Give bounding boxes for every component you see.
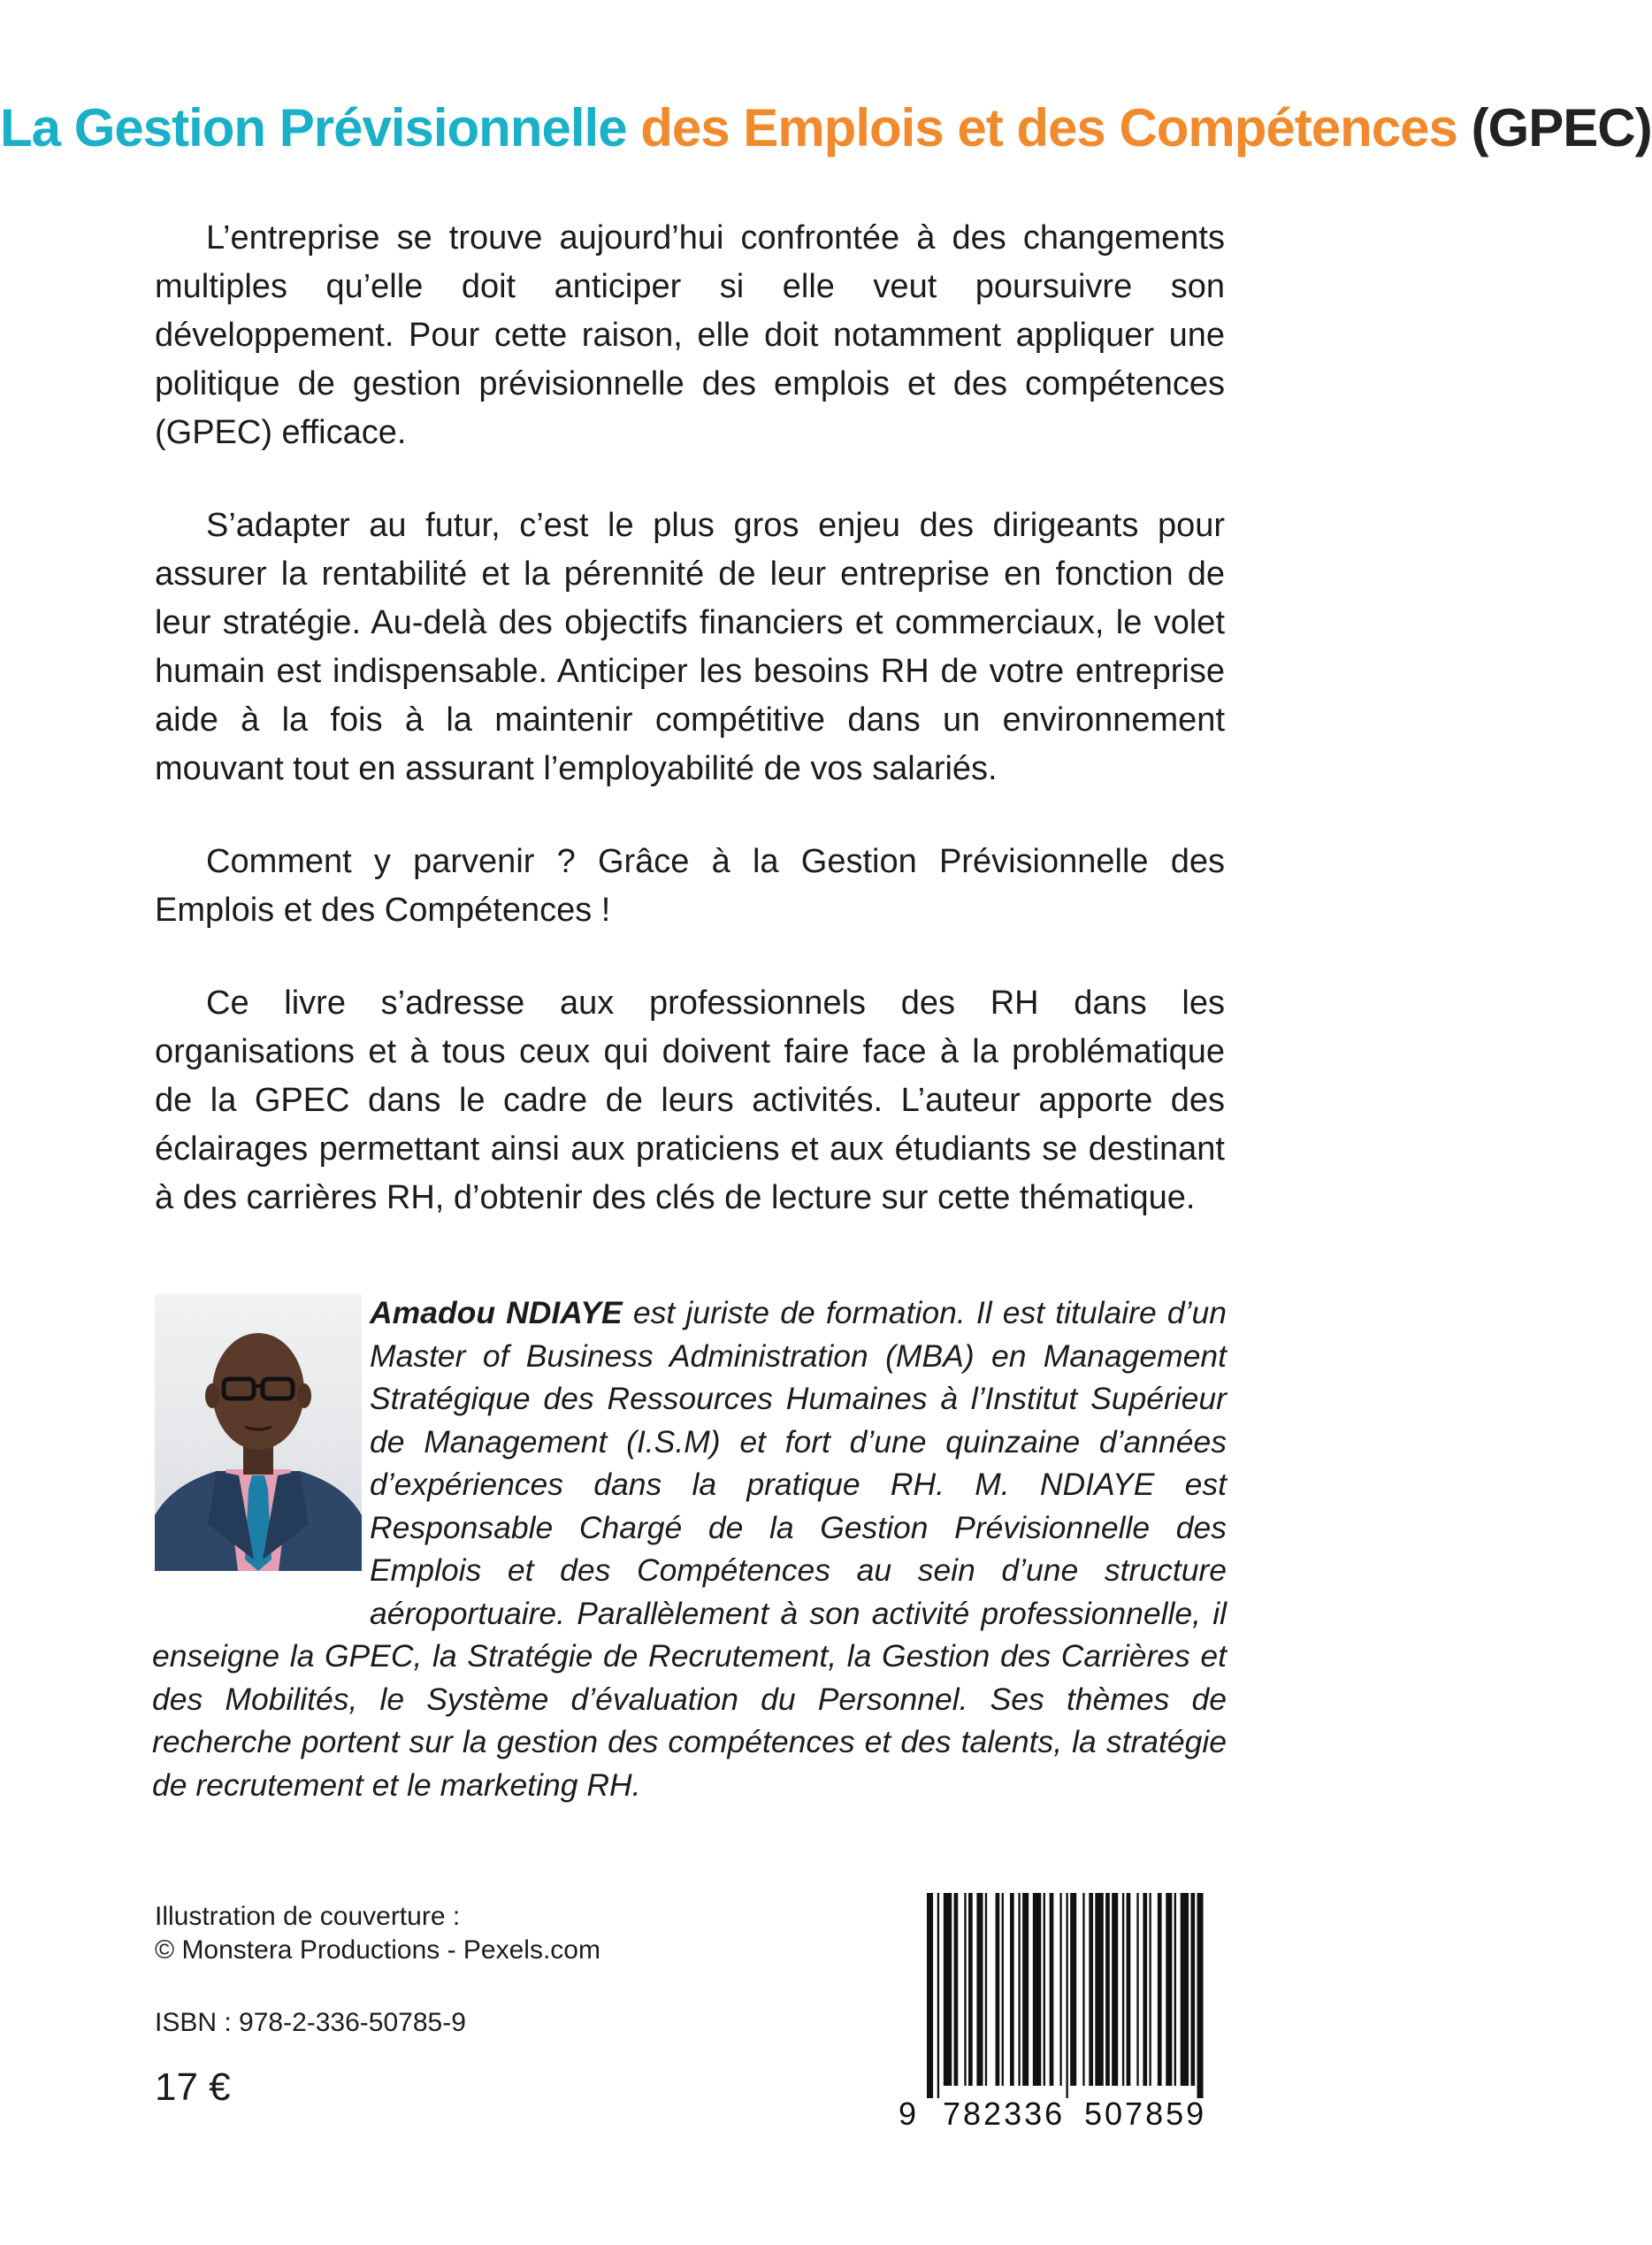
barcode-bar xyxy=(1127,1893,1131,2086)
barcode-bar xyxy=(954,1893,959,2086)
isbn-barcode xyxy=(891,1893,1229,2132)
barcode-bar xyxy=(1136,1893,1138,2086)
barcode-bar xyxy=(1105,1893,1110,2086)
barcode-bar xyxy=(1022,1893,1029,2086)
illustration-credit-label: Illustration de couverture : xyxy=(155,1902,461,1931)
barcode-bar xyxy=(1197,1893,1204,2098)
barcode-bar xyxy=(1070,1893,1076,2086)
barcode-digit-first: 9 xyxy=(899,2096,917,2132)
barcode-bar xyxy=(1089,1893,1093,2086)
barcode-bar xyxy=(937,1893,939,2098)
barcode-bar xyxy=(944,1893,952,2086)
barcode-bar xyxy=(1044,1893,1045,2086)
barcode-bar xyxy=(1082,1893,1084,2086)
barcode-bar xyxy=(1050,1893,1054,2086)
barcode-bar xyxy=(976,1893,983,2086)
book-title xyxy=(0,97,1652,158)
barcode-bar xyxy=(1095,1893,1103,2086)
barcode-bar xyxy=(927,1893,933,2098)
barcode-bar xyxy=(996,1893,1000,2086)
barcode-bar xyxy=(985,1893,987,2086)
barcode-bar xyxy=(1190,1893,1195,2086)
barcode-bar xyxy=(1059,1893,1061,2086)
barcode-bar xyxy=(1149,1893,1151,2086)
title-part-2: des Emplois et des Compétences xyxy=(640,98,1457,157)
barcode-bar xyxy=(1033,1893,1041,2086)
isbn-number: ISBN : 978-2-336-50785-9 xyxy=(155,2008,466,2037)
barcode-bar xyxy=(1002,1893,1004,2086)
barcode-digits-group-1: 782336 xyxy=(943,2096,1066,2132)
title-part-3: (GPEC) xyxy=(1471,98,1652,157)
barcode-bar xyxy=(968,1893,973,2086)
summary-paragraph-3: Comment y parvenir ? Grâce à la Gestion Prévisionnelle des Emplois et des Compétences ! xyxy=(155,843,1225,929)
title-part-1: La Gestion Prévisionnelle xyxy=(0,98,627,157)
barcode-digits-group-2: 507859 xyxy=(1084,2096,1207,2132)
photo-wrap-spacer xyxy=(152,1291,370,1592)
summary-paragraph-2: S’adapter au futur, c’est le plus gros enjeu des dirigeants pour assurer la rentabilité et la pérennité de leur entreprise en fonction de leur stratégie. Au-delà des objectifs financiers et commerciaux, le volet humain est indispensable. Anticiper les besoins RH de votre entreprise aide à la fois à la maintenir compétitive dans un environnement mouvant tout en assurant l’employabilité de vos salariés. xyxy=(155,507,1225,787)
barcode-bar xyxy=(1166,1893,1172,2086)
back-cover-summary xyxy=(155,214,1225,1267)
barcode-bar xyxy=(1018,1893,1020,2086)
barcode-bar xyxy=(1174,1893,1176,2086)
summary-paragraph-4: Ce livre s’adresse aux professionnels des RH dans les organisations et à tous ceux qui doivent faire face à la problématique de la GPEC dans le cadre de leurs activités. L’auteur apporte des éclairages permettant ainsi aux praticiens et aux étudiants se destinant à des carrières RH, d’obtenir des clés de lecture sur cette thématique. xyxy=(155,985,1225,1216)
author-biography xyxy=(152,1291,1227,1806)
illustration-credit-source: © Monstera Productions - Pexels.com xyxy=(155,1935,600,1965)
barcode-bar xyxy=(1181,1893,1189,2086)
summary-paragraph-1: L’entreprise se trouve aujourd’hui confrontée à des changements multiples qu’elle doit anticiper si elle veut poursuivre son développement. Pour cette raison, elle doit notamment appliquer une politique de gestion prévisionnelle des emplois et des compétences (GPEC) efficace. xyxy=(155,219,1225,451)
book-price: 17 € xyxy=(155,2065,231,2109)
barcode-bar xyxy=(1143,1893,1147,2086)
barcode-bar xyxy=(1122,1893,1124,2086)
barcode-bar xyxy=(1066,1893,1067,2098)
barcode-bar xyxy=(1158,1893,1162,2086)
barcode-bar xyxy=(1112,1893,1118,2086)
author-name: Amadou NDIAYE xyxy=(370,1295,623,1330)
barcode-bar xyxy=(964,1893,966,2086)
barcode-bars xyxy=(891,1893,1229,2132)
author-bio-text: est juriste de formation. Il est titulaire d’un Master of Business Administration (MBA) en Management Stratégique des Ressources Humaines à l’Institut Supérieur de Management (I.S.M) et fort d’une quinzaine d’années d’expériences dans la pratique RH. M. NDIAYE est Responsable Chargé de la Gestion Prévisionnelle des Emplois et des Compétences au sein d’une structure aéroportuaire. Parallèlement à son activité professionnelle, il enseigne la GPEC, la Stratégie de Recrutement, la Gestion des Carrières et des Mobilités, le Système d’évaluation du Personnel. Ses thèmes de recherche portent sur la gestion des compétences et des talents, la stratégie de recrutement et le marketing RH. xyxy=(152,1295,1228,1803)
barcode-bar xyxy=(1010,1893,1014,2086)
